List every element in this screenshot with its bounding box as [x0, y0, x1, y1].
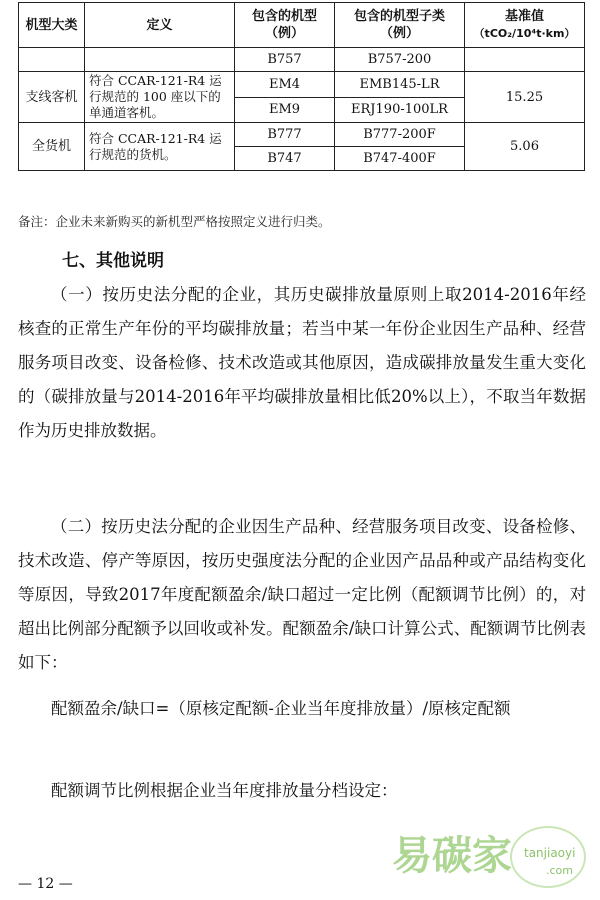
definition-cell: 符合 CCAR-121-R4 运行规范的 100 座以下的单通道客机。: [85, 72, 235, 123]
type-cell: 支线客机: [19, 72, 85, 123]
header-type: 机型大类: [19, 3, 85, 48]
table-row: [19, 48, 585, 72]
header-submodel: 包含的机型子类 （例）: [335, 3, 465, 48]
header-definition: 定义: [85, 3, 235, 48]
model-cell: B747: [235, 147, 335, 171]
model-cell: EM9: [235, 97, 335, 123]
watermark-cn: 易碳家: [392, 833, 512, 879]
section-heading: 七、其他说明: [62, 251, 164, 271]
table-row: [19, 123, 585, 147]
paragraph-formula: 配额盈余/缺口=（原核定配额-企业当年度排放量）/原核定配额: [51, 699, 511, 718]
table-note: 备注：企业未来新购买的新机型严格按照定义进行归类。: [18, 214, 331, 229]
aircraft-baseline-table: [18, 2, 585, 171]
page-number: — 12 —: [18, 876, 73, 892]
submodel-cell: ERJ190-100LR: [335, 97, 465, 123]
watermark-en: tanjiaoyi: [524, 846, 576, 860]
definition-cell: 符合 CCAR-121-R4 运行规范的货机。: [85, 123, 235, 171]
paragraph-1: （一）按历史法分配的企业，其历史碳排放量原则上取2014-2016年经核查的正常生产年份的平均碳排放量；若当中某一年份企业因生产品种、经营服务项目改变、设备检修、技术改造或其他原因，造成碳排放量发生重大变化的（碳排放量与2014-2016年平均碳排放量相比低20%以上），不取当年数据作为历史排放数据。: [18, 285, 586, 440]
submodel-cell: B747-400F: [335, 147, 465, 171]
header-model: 包含的机型 （例）: [235, 3, 335, 48]
submodel-cell: B777-200F: [335, 123, 465, 147]
watermark-com: .com: [546, 864, 573, 877]
baseline-cell: 5.06: [465, 123, 585, 171]
baseline-cell: 15.25: [465, 72, 585, 123]
model-cell: B757: [235, 48, 335, 72]
header-baseline: 基准值 （tCO₂/10⁴t·km）: [465, 3, 585, 48]
watermark-logo: [392, 818, 596, 890]
table-header-row: [19, 3, 585, 48]
paragraph-4: 配额调节比例根据企业当年度排放量分档设定：: [51, 781, 398, 800]
submodel-cell: B757-200: [335, 48, 465, 72]
submodel-cell: EMB145-LR: [335, 72, 465, 98]
model-cell: EM4: [235, 72, 335, 98]
model-cell: B777: [235, 123, 335, 147]
paragraph-2: （二）按历史法分配的企业因生产品种、经营服务项目改变、设备检修、技术改造、停产等原因，按历史强度法分配的企业因产品品种或产品结构变化等原因，导致2017年度配额盈余/缺口超过一定比例（配额调节比例）的，对超出比例部分配额予以回收或补发。配额盈余/缺口计算公式、配额调节比例表如下：: [18, 517, 586, 672]
table-row: [19, 72, 585, 98]
type-cell: 全货机: [19, 123, 85, 171]
